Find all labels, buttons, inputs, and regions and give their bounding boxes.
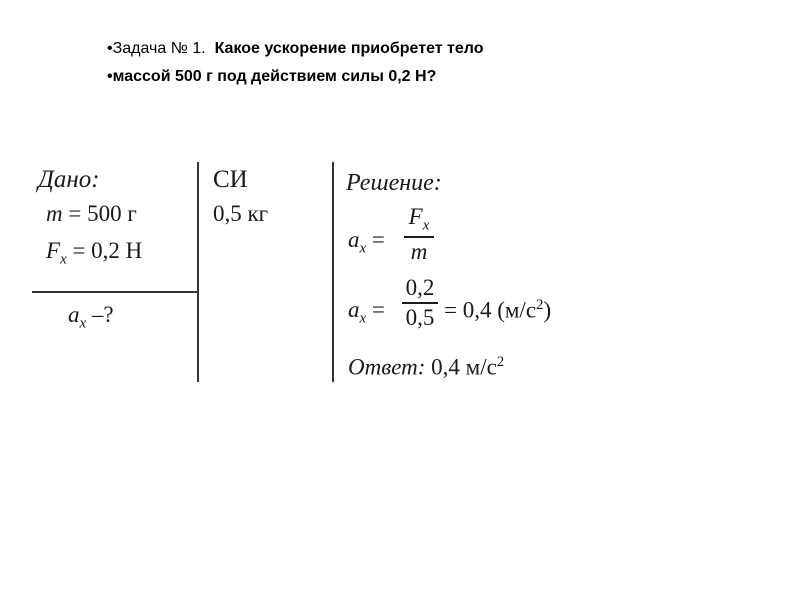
given-mass — [46, 201, 137, 227]
accel-symbol: a — [68, 302, 80, 327]
formula-denominator: m — [410, 239, 428, 265]
formula-numerator — [404, 205, 434, 234]
si-column-divider — [197, 162, 199, 382]
solution-column-divider — [332, 162, 334, 382]
calc-result-value: = 0,4 (м/с — [444, 297, 537, 323]
solution-heading: Решение: — [346, 170, 442, 196]
formula-force-subscript: x — [422, 217, 430, 234]
find-question: –? — [91, 302, 114, 327]
formula-accel-subscript: x — [359, 240, 367, 257]
task-line-2 — [107, 68, 436, 86]
find-acceleration — [68, 302, 114, 333]
given-heading: Дано: — [38, 166, 100, 193]
calc-result — [444, 297, 551, 324]
formula-line — [348, 227, 385, 258]
calc-result-exponent: 2 — [536, 297, 544, 313]
given-force — [46, 238, 142, 269]
task-number: •Задача № 1. — [107, 40, 206, 57]
force-symbol: F — [46, 238, 61, 263]
mass-symbol: m — [46, 201, 63, 226]
formula-accel-symbol: a — [348, 227, 360, 252]
answer-exponent: 2 — [496, 354, 505, 370]
calc-denominator: 0,5 — [405, 305, 435, 331]
si-heading: СИ — [213, 166, 248, 193]
accel-subscript: x — [79, 315, 87, 332]
mass-value: = 500 г — [68, 201, 137, 226]
answer-line — [348, 354, 504, 381]
calc-accel-subscript: x — [359, 310, 367, 327]
calc-equals: = — [371, 297, 385, 322]
task-line-1 — [107, 40, 484, 58]
calc-accel-symbol: a — [348, 297, 360, 322]
calc-numerator: 0,2 — [405, 275, 435, 300]
task-question-part-1: Какое ускорение приобретет тело — [214, 40, 484, 57]
calc-fraction — [402, 276, 438, 330]
answer-value: 0,4 м/с — [431, 354, 497, 380]
formula-fraction — [404, 205, 434, 264]
answer-label: Ответ: — [348, 354, 426, 380]
force-value: = 0,2 Н — [72, 238, 143, 263]
given-find-separator — [32, 291, 197, 293]
si-mass: 0,5 кг — [213, 201, 269, 226]
calc-fraction-bar — [402, 302, 438, 304]
task-question-part-2: •массой 500 г под действием силы 0,2 Н? — [107, 68, 437, 85]
formula-equals: = — [371, 227, 385, 252]
force-subscript: x — [60, 251, 67, 268]
calc-line — [348, 297, 385, 328]
formula-force-symbol: F — [408, 204, 423, 229]
formula-fraction-bar — [404, 236, 434, 238]
calc-result-close: ) — [543, 297, 552, 323]
